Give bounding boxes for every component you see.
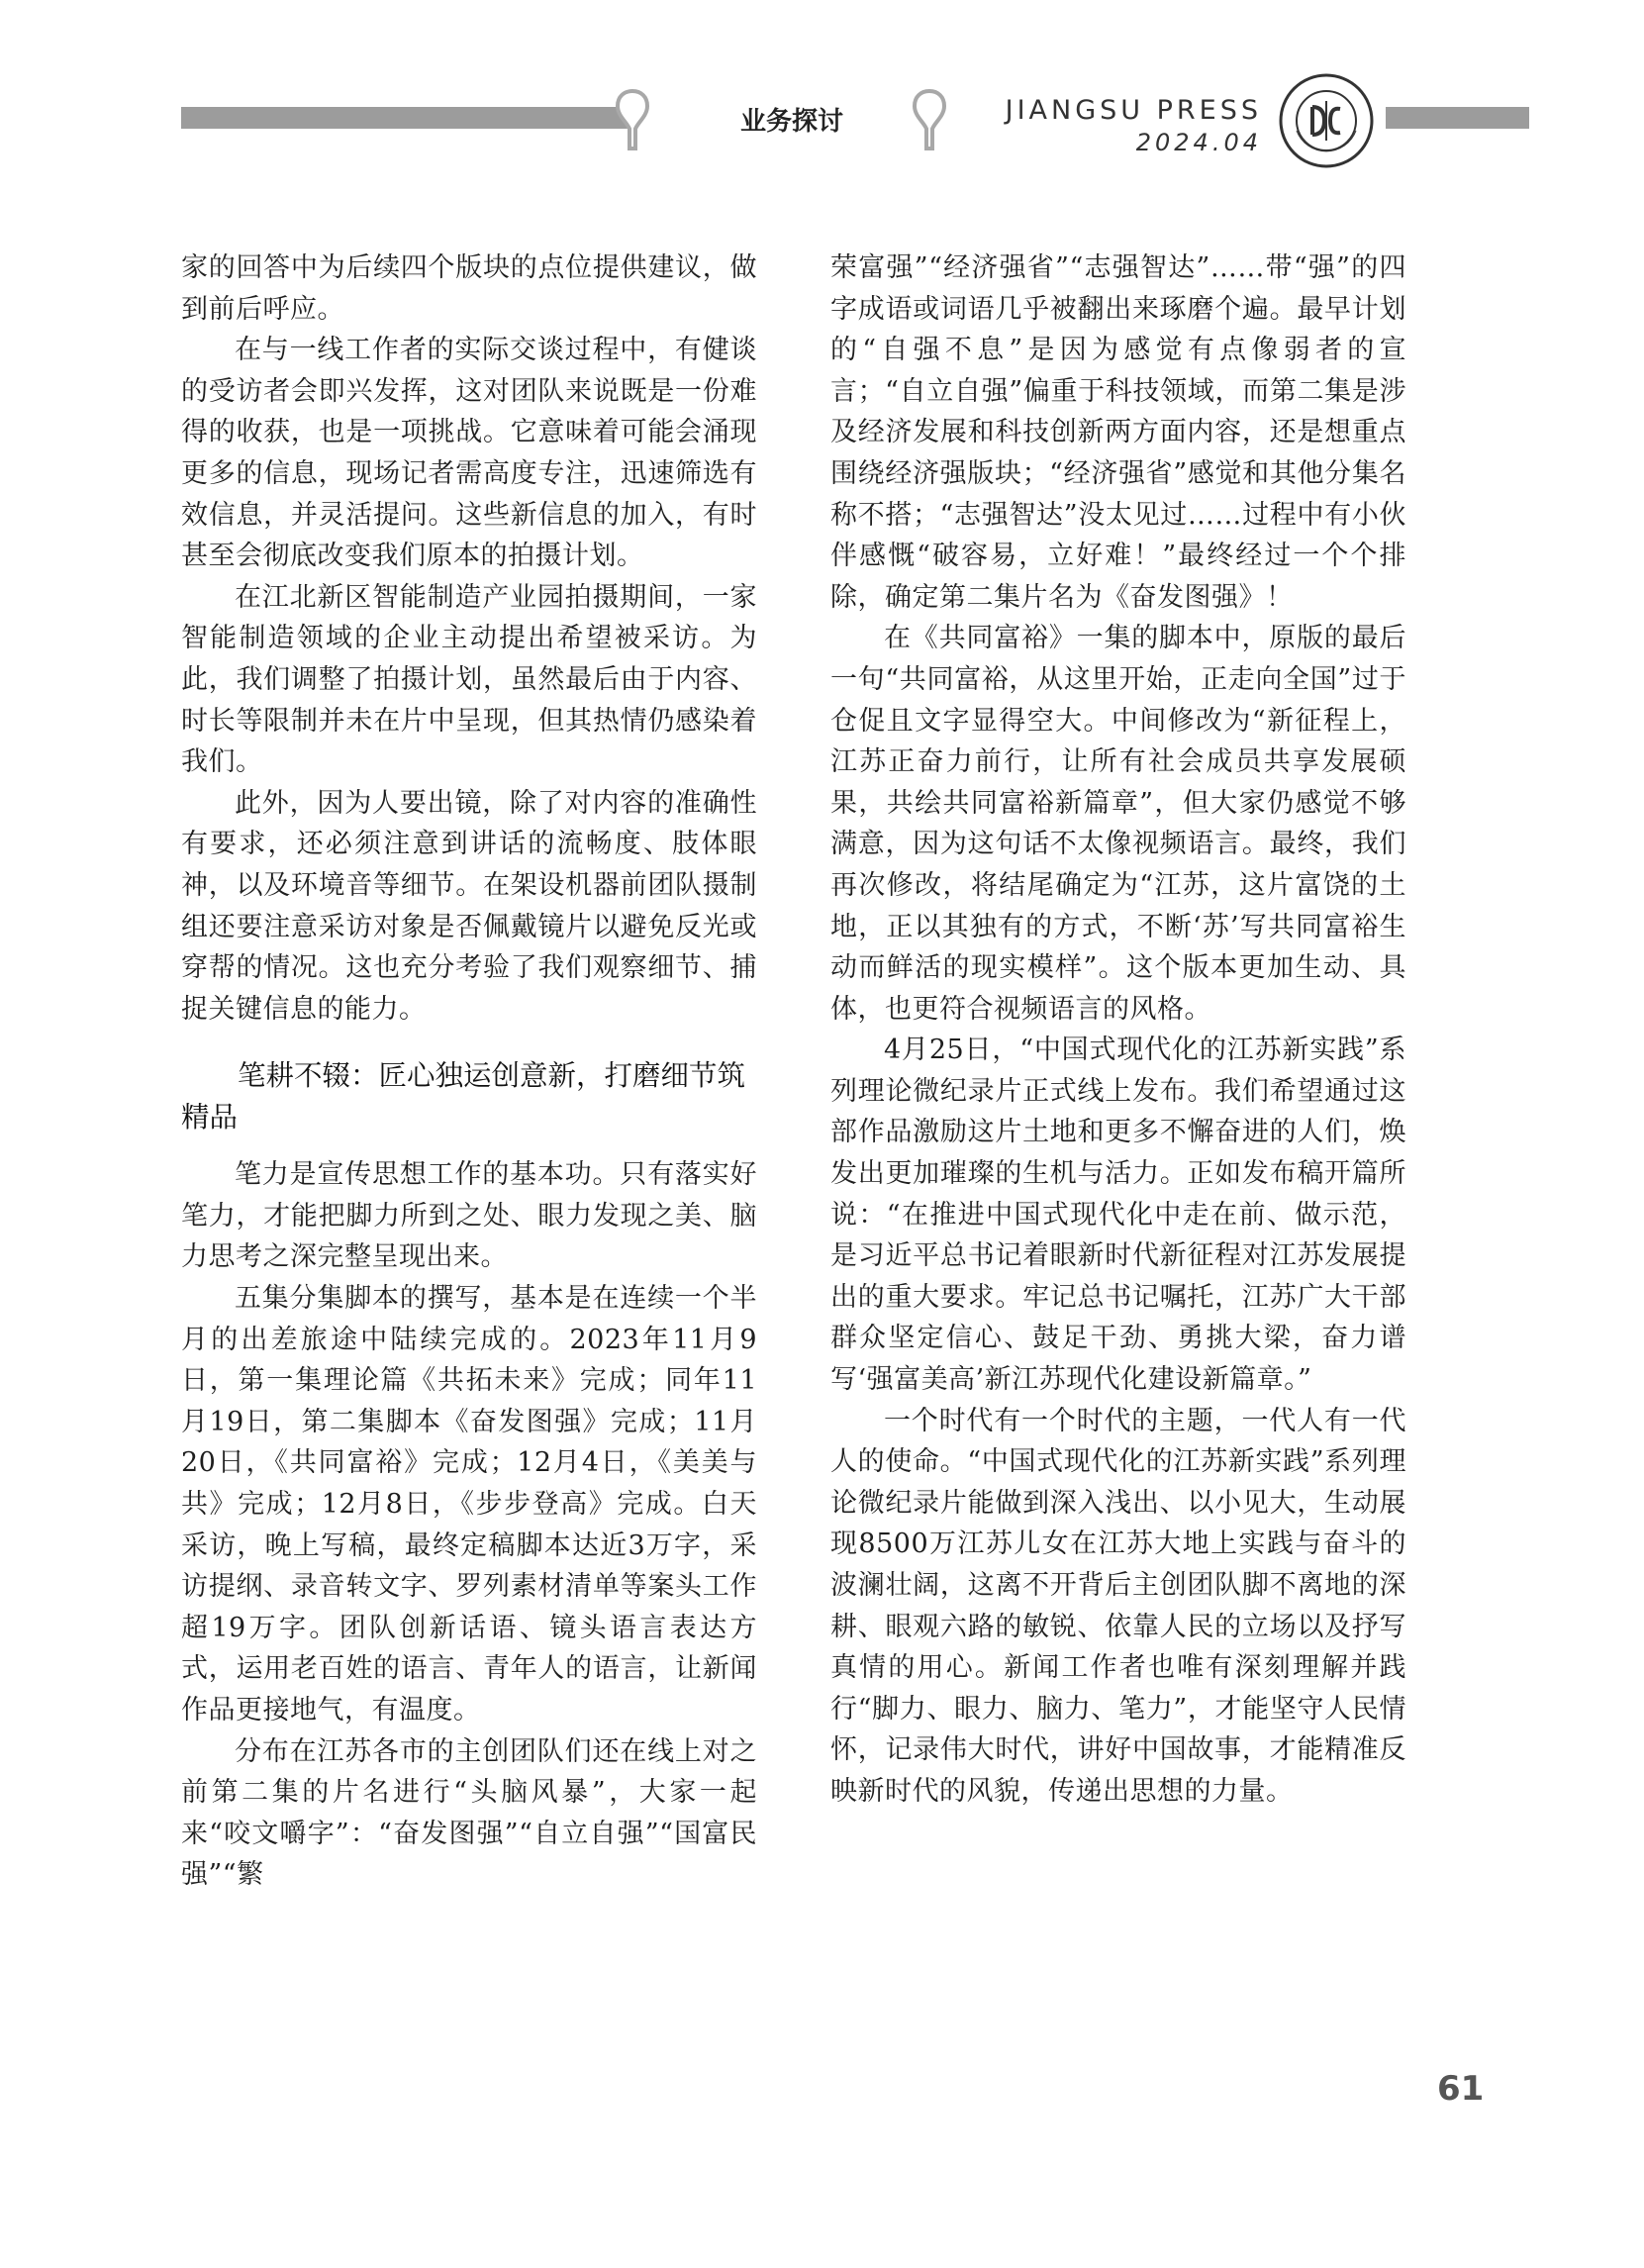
paragraph: 4月25日，“中国式现代化的江苏新实践”系列理论微纪录片正式线上发布。我们希望通过这部作品激励这片土地和更多不懈奋进的人们，焕发出更加璀璨的生机与活力。正如发布稿开篇所说：“在推进中国式现代化中走在前、做示范，是习近平总书记着眼新时代新征程对江苏发展提出的重大要求。牢记总书记嘱托，江苏广大干部群众坚定信心、鼓足干劲、勇挑大梁，奋力谱写‘强富美高’新江苏现代化建设新篇章。”: [830, 1035, 1406, 1396]
section-title: 业务探讨: [739, 107, 843, 137]
paragraph: 家的回答中为后续四个版块的点位提供建议，做到前后呼应。: [181, 252, 757, 325]
pin-icon: [616, 89, 649, 150]
paragraph: 在《共同富裕》一集的脚本中，原版的最后一句“共同富裕，从这里开始，正走向全国”过于仓促且文字显得空大。中间修改为“新征程上，江苏正奋力前行，让所有社会成员共享发展硕果，共绘共同富裕新篇章”，但大家仍感觉不够满意，因为这句话不太像视频语言。最终，我们再次修改，将结尾确定为“江苏，这片富饶的土地，正以其独有的方式，不断‘苏’写共同富裕生动而鲜活的现实模样”。这个版本更加生动、具体，也更符合视频语言的风格。: [830, 623, 1406, 1025]
right-column: [830, 247, 1406, 1813]
page-number: 61: [1437, 2069, 1485, 2109]
paragraph: 在江北新区智能制造产业园拍摄期间，一家智能制造领域的企业主动提出希望被采访。为此，我们调整了拍摄计划，虽然最后由于内容、时长等限制并未在片中呈现，但其热情仍感染着我们。: [181, 581, 757, 778]
header-bar-left: [181, 107, 631, 129]
paragraph: 在与一线工作者的实际交谈过程中，有健谈的受访者会即兴发挥，这对团队来说既是一份难得的收获，也是一项挑战。它意味着可能会涌现更多的信息，现场记者需高度专注，迅速筛选有效信息，并灵活提问。这些新信息的加入，有时甚至会彻底改变我们原本的拍摄计划。: [181, 335, 757, 572]
issue-number: 2024.04: [1135, 129, 1262, 156]
paragraph: 分布在江苏各市的主创团队们还在线上对之前第二集的片名进行“头脑风暴”，大家一起来“咬文嚼字”：“奋发图强”“自立自强”“国富民强”“繁: [181, 1735, 757, 1891]
paragraph: 五集分集脚本的撰写，基本是在连续一个半月的出差旅途中陆续完成的。2023年11月9日，第一集理论篇《共拓未来》完成；同年11月19日，第二集脚本《奋发图强》完成；11月20日，《共同富裕》完成；12月4日，《美美与共》完成；12月8日，《步步登高》完成。白天采访，晚上写稿，最终定稿脚本达近3万字，采访提纲、录音转文字、罗列素材清单等案头工作超19万字。团队创新话语、镜头语言表达方式，运用老百姓的语言、青年人的语言，让新闻作品更接地气，有温度。: [181, 1283, 757, 1726]
pin-icon: [913, 89, 946, 150]
section-heading: 笔耕不辍：匠心独运创意新，打磨细节筑精品: [181, 1059, 746, 1134]
paragraph: 荣富强”“经济强省”“志强智达”……带“强”的四字成语或词语几乎被翻出来琢磨个遍。最早计划的“自强不息”是因为感觉有点像弱者的宣言；“自立自强”偏重于科技领域，而第二集是涉及经济发展和科技创新两方面内容，还是想重点围绕经济强版块；“经济强省”感觉和其他分集名称不搭；“志强智达”没太见过……过程中有小伙伴感慨“破容易，立好难！”最终经过一个个排除，确定第二集片名为《奋发图强》！: [830, 252, 1406, 613]
left-column: [181, 247, 757, 1896]
header-bar-right: [1386, 107, 1529, 129]
association-seal-logo: [1277, 71, 1376, 170]
paragraph: 笔力是宣传思想工作的基本功。只有落实好笔力，才能把脚力所到之处、眼力发现之美、脑力思考之深完整呈现出来。: [181, 1159, 757, 1273]
paragraph: 一个时代有一个时代的主题，一代人有一代人的使命。“中国式现代化的江苏新实践”系列理论微纪录片能做到深入浅出、以小见大，生动展现8500万江苏儿女在江苏大地上实践与奋斗的波澜壮阔，这离不开背后主创团队脚不离地的深耕、眼观六路的敏锐、依靠人民的立场以及抒写真情的用心。新闻工作者也唯有深刻理解并践行“脚力、眼力、脑力、笔力”，才能坚守人民情怀，记录伟大时代，讲好中国故事，才能精准反映新时代的风貌，传递出思想的力量。: [830, 1405, 1406, 1807]
publication-name: JIANGSU PRESS: [1005, 95, 1262, 126]
paragraph: 此外，因为人要出镜，除了对内容的准确性有要求，还必须注意到讲话的流畅度、肢体眼神，以及环境音等细节。在架设机器前团队摄制组还要注意采访对象是否佩戴镜片以避免反光或穿帮的情况。这也充分考验了我们观察细节、捕捉关键信息的能力。: [181, 787, 757, 1025]
